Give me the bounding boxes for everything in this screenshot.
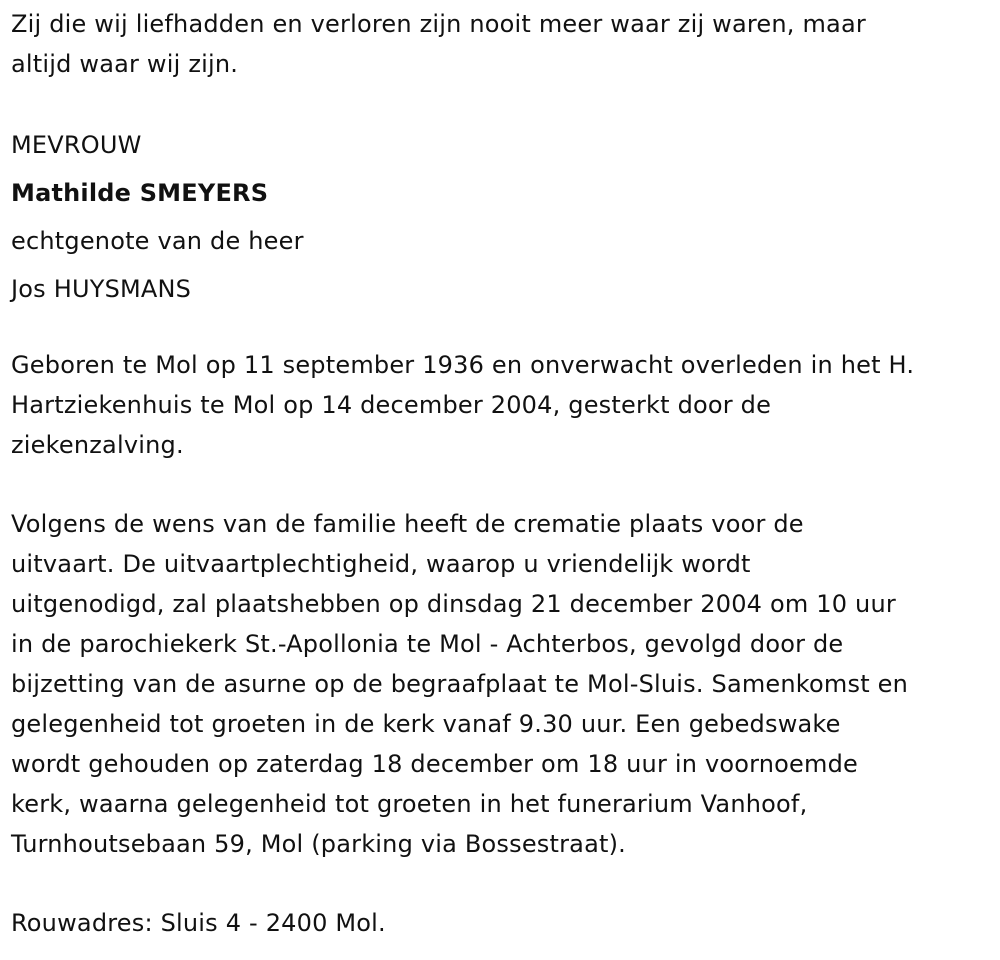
obituary-notice xyxy=(11,4,996,943)
ceremony-line: kerk, waarna gelegenheid tot groeten in het funerarium Vanhoof, xyxy=(11,790,808,818)
deceased-name: Mathilde SMEYERS xyxy=(11,179,269,207)
ceremony-line: bijzetting van de asurne op de begraafplaat te Mol-Sluis. Samenkomst en xyxy=(11,670,909,698)
opening-quote xyxy=(11,4,996,84)
deceased-relation: echtgenote van de heer xyxy=(11,227,304,255)
deceased-block xyxy=(11,121,996,313)
quote-line: Zij die wij liefhadden en verloren zijn nooit meer waar zij waren, maar xyxy=(11,10,866,38)
birth-death-paragraph xyxy=(11,345,996,465)
ceremony-paragraph xyxy=(11,504,996,864)
ceremony-line: wordt gehouden op zaterdag 18 december om 18 uur in voornoemde xyxy=(11,750,858,778)
ceremony-line: uitgenodigd, zal plaatshebben op dinsdag 21 december 2004 om 10 uur xyxy=(11,590,896,618)
birth-death-line: Geboren te Mol op 11 september 1936 en onverwacht overleden in het H. xyxy=(11,351,915,379)
mourning-address-text: Rouwadres: Sluis 4 - 2400 Mol. xyxy=(11,909,386,937)
ceremony-line: gelegenheid tot groeten in de kerk vanaf 9.30 uur. Een gebedswake xyxy=(11,710,841,738)
ceremony-line: Volgens de wens van de familie heeft de crematie plaats voor de xyxy=(11,510,804,538)
birth-death-line: ziekenzalving. xyxy=(11,431,184,459)
quote-line: altijd waar wij zijn. xyxy=(11,50,239,78)
ceremony-line: in de parochiekerk St.-Apollonia te Mol - Achterbos, gevolgd door de xyxy=(11,630,844,658)
ceremony-line: uitvaart. De uitvaartplechtigheid, waarop u vriendelijk wordt xyxy=(11,550,751,578)
birth-death-line: Hartziekenhuis te Mol op 14 december 2004, gesterkt door de xyxy=(11,391,772,419)
mourning-address xyxy=(11,903,996,943)
deceased-title: MEVROUW xyxy=(11,131,142,159)
spouse-name: Jos HUYSMANS xyxy=(11,275,192,303)
ceremony-line: Turnhoutsebaan 59, Mol (parking via Bossestraat). xyxy=(11,830,626,858)
